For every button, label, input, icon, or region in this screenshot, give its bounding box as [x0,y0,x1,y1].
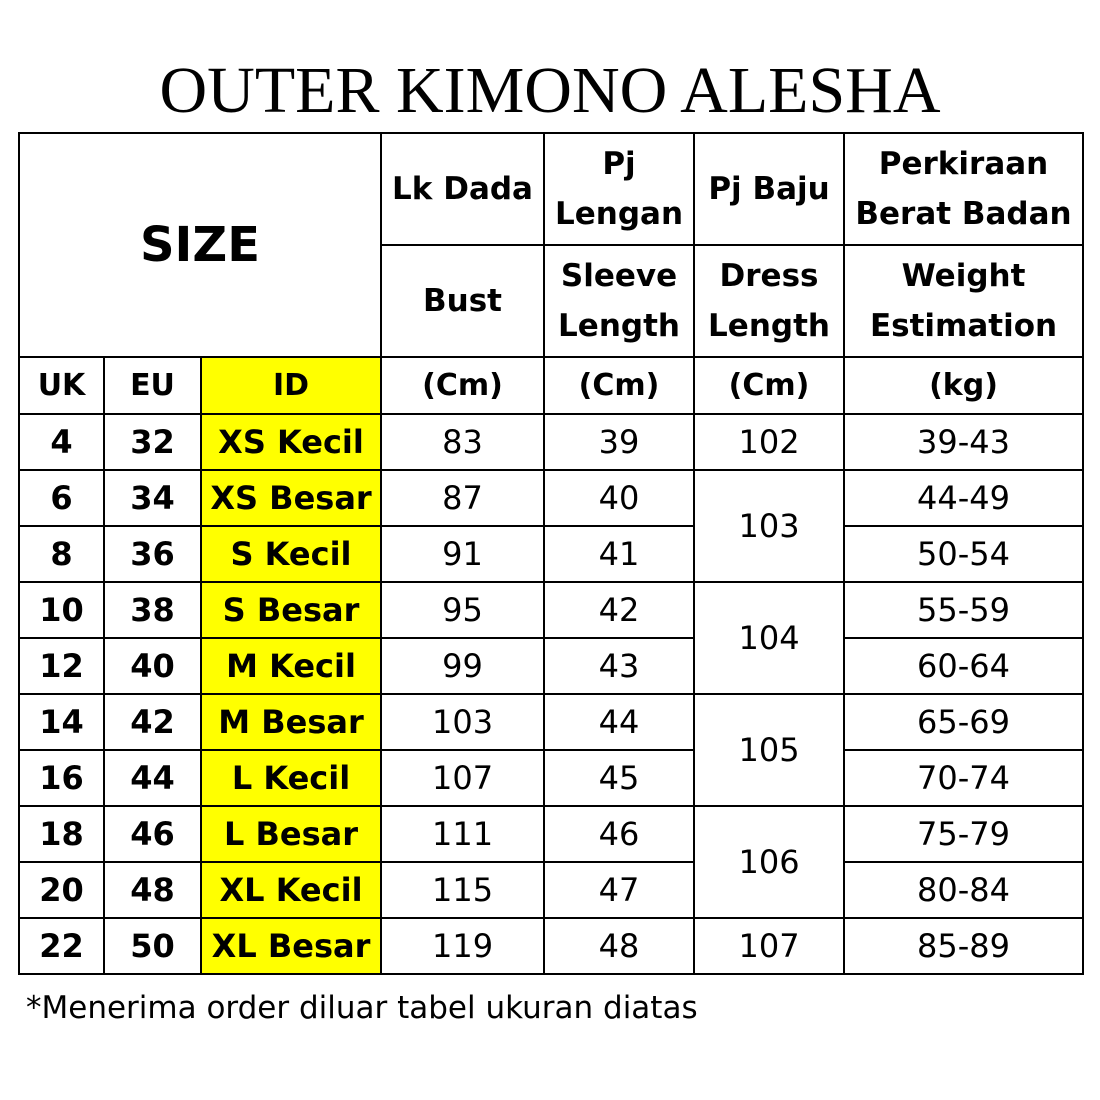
id-size-cell: M Kecil [201,638,381,694]
dress-length-cell: 104 [694,582,844,694]
dress-length-cell: 105 [694,694,844,806]
weight-cell: 85-89 [844,918,1083,974]
sleeve-cell: 40 [544,470,694,526]
table-row [19,750,1083,806]
id-size-cell: L Kecil [201,750,381,806]
bust-cell: 91 [381,526,544,582]
sleeve-header-id [544,133,694,245]
table-row [19,918,1083,974]
eu-size-cell: 42 [104,694,201,750]
sleeve-cell: 39 [544,414,694,470]
sleeve-header-id-line1: Pj [602,146,636,182]
id-size-cell: S Kecil [201,526,381,582]
bust-header-en-line1: Bust [423,283,502,319]
uk-size-cell: 22 [19,918,104,974]
dress-unit: (Cm) [694,357,844,414]
weight-header-id [844,133,1083,245]
id-size-cell: XL Kecil [201,862,381,918]
dress-header-id-line1: Pj Baju [708,171,830,207]
id-size-cell: M Besar [201,694,381,750]
bust-cell: 111 [381,806,544,862]
bust-header-id [381,133,544,245]
uk-size-cell: 14 [19,694,104,750]
table-row [19,694,1083,750]
weight-cell: 55-59 [844,582,1083,638]
dress-header-id [694,133,844,245]
eu-size-cell: 40 [104,638,201,694]
sleeve-header-id-line2: Lengan [555,196,684,232]
table-row [19,862,1083,918]
sleeve-cell: 44 [544,694,694,750]
dress-length-cell: 107 [694,918,844,974]
id-size-cell: S Besar [201,582,381,638]
bust-cell: 107 [381,750,544,806]
eu-size-cell: 44 [104,750,201,806]
page-title: OUTER KIMONO ALESHA [159,54,941,127]
sleeve-cell: 42 [544,582,694,638]
uk-size-cell: 6 [19,470,104,526]
uk-size-cell: 4 [19,414,104,470]
dress-length-cell: 103 [694,470,844,582]
eu-size-cell: 36 [104,526,201,582]
size-header: SIZE [19,133,381,357]
sleeve-cell: 45 [544,750,694,806]
dress-length-cell: 102 [694,414,844,470]
bust-unit: (Cm) [381,357,544,414]
uk-size-cell: 18 [19,806,104,862]
weight-header-id-line1: Perkiraan [878,146,1049,182]
bust-cell: 99 [381,638,544,694]
bust-cell: 95 [381,582,544,638]
uk-size-cell: 12 [19,638,104,694]
sleeve-cell: 46 [544,806,694,862]
id-size-cell: L Besar [201,806,381,862]
size-chart-table [18,132,1084,975]
weight-header-en-line2: Estimation [869,308,1058,344]
id-size-cell: XS Besar [201,470,381,526]
eu-size-cell: 46 [104,806,201,862]
bust-header-id-line1: Lk Dada [392,171,533,207]
bust-cell: 87 [381,470,544,526]
bust-cell: 83 [381,414,544,470]
bust-cell: 103 [381,694,544,750]
header-row-indonesian [19,133,1083,245]
sleeve-header-en [544,245,694,357]
size-chart-body [19,133,1083,974]
weight-cell: 70-74 [844,750,1083,806]
eu-size-cell: 48 [104,862,201,918]
sleeve-cell: 47 [544,862,694,918]
dress-header-en [694,245,844,357]
footnote: *Menerima order diluar tabel ukuran diatas [26,990,698,1026]
table-row [19,582,1083,638]
weight-header-en [844,245,1083,357]
table-row [19,806,1083,862]
table-row [19,414,1083,470]
id-column-header: ID [201,357,381,414]
uk-size-cell: 10 [19,582,104,638]
sleeve-cell: 48 [544,918,694,974]
dress-length-cell: 106 [694,806,844,918]
eu-column-header: EU [104,357,201,414]
id-size-cell: XL Besar [201,918,381,974]
sleeve-unit: (Cm) [544,357,694,414]
weight-header-en-line1: Weight [901,258,1026,294]
sleeve-cell: 41 [544,526,694,582]
weight-header-id-line2: Berat Badan [855,196,1072,232]
weight-unit: (kg) [844,357,1083,414]
uk-size-cell: 20 [19,862,104,918]
table-row [19,470,1083,526]
bust-cell: 115 [381,862,544,918]
eu-size-cell: 38 [104,582,201,638]
table-row [19,526,1083,582]
weight-cell: 80-84 [844,862,1083,918]
weight-cell: 65-69 [844,694,1083,750]
sleeve-cell: 43 [544,638,694,694]
table-row [19,638,1083,694]
eu-size-cell: 32 [104,414,201,470]
id-size-cell: XS Kecil [201,414,381,470]
bust-header-en [381,245,544,357]
uk-size-cell: 16 [19,750,104,806]
weight-cell: 60-64 [844,638,1083,694]
eu-size-cell: 50 [104,918,201,974]
uk-column-header: UK [19,357,104,414]
eu-size-cell: 34 [104,470,201,526]
dress-header-en-line2: Length [708,308,830,344]
weight-cell: 50-54 [844,526,1083,582]
sleeve-header-en-line2: Length [558,308,680,344]
weight-cell: 39-43 [844,414,1083,470]
weight-cell: 75-79 [844,806,1083,862]
sleeve-header-en-line1: Sleeve [560,258,678,294]
bust-cell: 119 [381,918,544,974]
units-row [19,357,1083,414]
uk-size-cell: 8 [19,526,104,582]
dress-header-en-line1: Dress [719,258,819,294]
weight-cell: 44-49 [844,470,1083,526]
